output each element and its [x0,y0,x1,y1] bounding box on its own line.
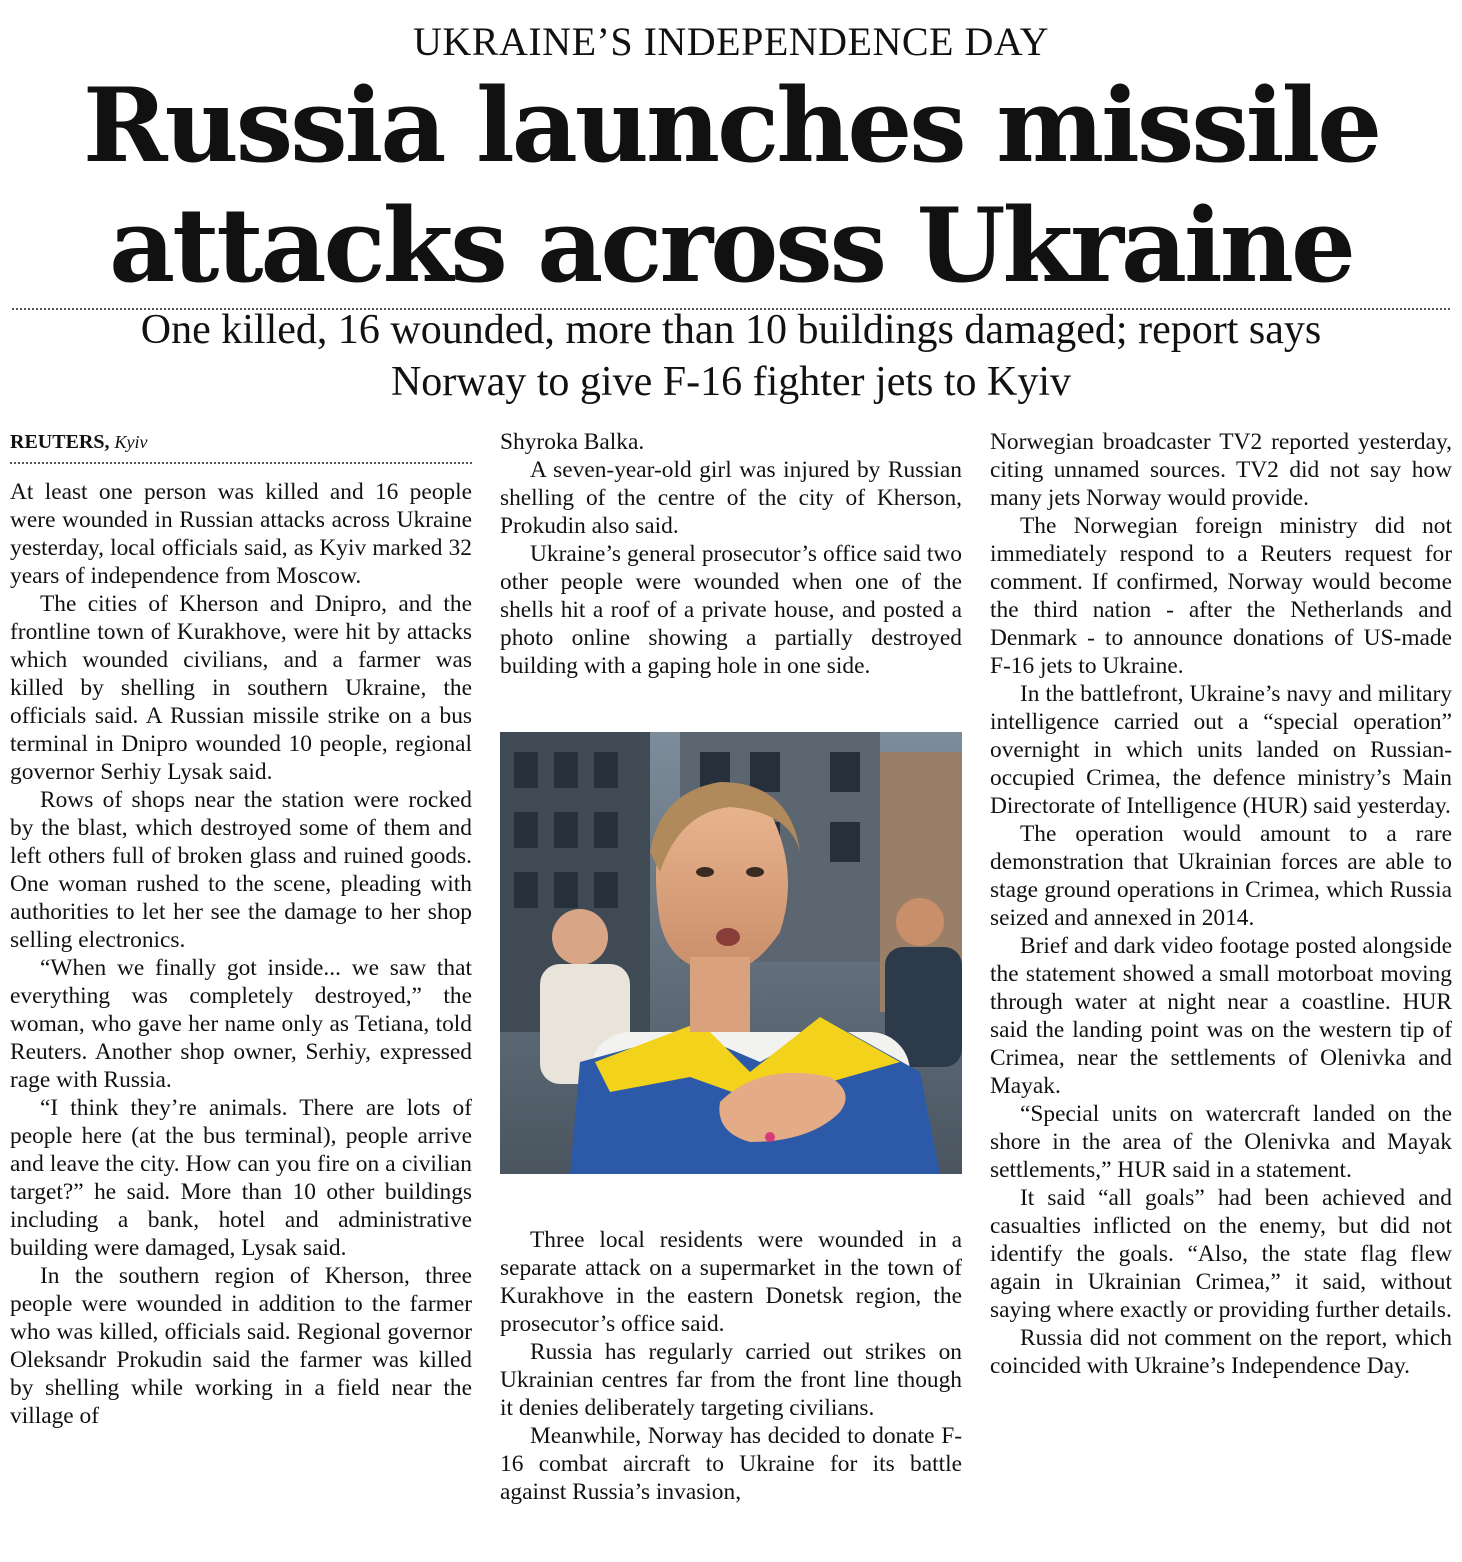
paragraph: “I think they’re animals. There are lots of people here (at the bus terminal), people arrive and leave the city. How can you fire on a civilian target?” he said. More than 10 other buildings including a bank, hotel and administrative building were damaged, Lysak said. [10,1095,472,1261]
paragraph: Ukraine’s general prosecutor’s office said two other people were wounded when one of the shells hit a roof of a private house, and posted a photo online showing a partially destroyed building with a gaping hole in one side. [500,541,962,679]
subhead-line-2: Norway to give F-16 fighter jets to Kyiv [390,359,1072,405]
headline-line-2: attacks across Ukraine [109,186,1353,306]
paragraph: Shyroka Balka. [500,429,645,455]
paragraph: Three local residents were wounded in a separate attack on a supermarket in the town of Kurakhove in the eastern Donetsk region, the prosecutor’s office said. [500,1227,962,1337]
paragraph: It said “all goals” had been achieved and casualties inflicted on the enemy, but did not identify the goals. “Also, the state flag flew again in Ukrainian Crimea,” it said, without saying where exactly or providing further details. [990,1185,1452,1323]
subhead-line-1: One killed, 16 wounded, more than 10 buildings damaged; report says [140,307,1322,353]
paragraph: Russia did not comment on the report, which coincided with Ukraine’s Independence Day. [990,1325,1452,1379]
headline-line-1: Russia launches missile [82,66,1380,186]
paragraph: Brief and dark video footage posted alongside the statement showed a small motorboat moving through water at night near a coastline. HUR said the landing point was on the western tip of Crimea, near the settlements of Olenivka and Mayak. [990,933,1452,1099]
paragraph: In the southern region of Kherson, three people were wounded in addition to the farmer who was killed, officials said. Regional governor Oleksandr Prokudin said the farmer was killed by shelling while working in a field near the village of [10,1263,472,1429]
article-column-2 [500,428,962,1558]
paragraph: “When we finally got inside... we saw that everything was completely destroyed,” the woman, who gave her name only as Tetiana, told Reuters. Another shop owner, Serhiy, expressed rage with Russia. [10,955,472,1093]
paragraph: The Norwegian foreign ministry did not immediately respond to a Reuters request for comment. If confirmed, Norway would become the third nation - after the Netherlands and Denmark - to announce donations of US-made F-16 jets to Ukraine. [990,513,1452,679]
byline-agency: REUTERS, [10,431,110,453]
paragraph: Rows of shops near the station were rocked by the blast, which destroyed some of them and left others full of broken glass and ruined goods. One woman rushed to the scene, pleading with authorities to let her see the damage to her shop selling electronics. [10,787,472,953]
paragraph: At least one person was killed and 16 people were wounded in Russian attacks across Ukraine yesterday, local officials said, as Kyiv marked 32 years of independence from Moscow. [10,479,472,589]
paragraph: Russia has regularly carried out strikes on Ukrainian centres far from the front line though it denies deliberately targeting civilians. [500,1339,962,1421]
woman-with-flag-photo [500,732,962,1174]
paragraph: A seven-year-old girl was injured by Russian shelling of the centre of the city of Kherson, Prokudin also said. [500,457,962,539]
article-column-1 [10,428,472,1558]
paragraph: Norwegian broadcaster TV2 reported yesterday, citing unnamed sources. TV2 did not say how many jets Norway would provide. [990,429,1452,511]
paragraph: Meanwhile, Norway has decided to donate F-16 combat aircraft to Ukraine for its battle against Russia’s invasion, [500,1423,962,1505]
section-kicker: UKRAINE’S INDEPENDENCE DAY [413,19,1049,64]
paragraph: “Special units on watercraft landed on the shore in the area of the Olenivka and Mayak settlements,” HUR said in a statement. [990,1101,1452,1183]
headline [0,66,1462,306]
paragraph: In the battlefront, Ukraine’s navy and military intelligence carried out a “special operation” overnight in which units landed on Russian-occupied Crimea, the defence ministry’s Main Directorate of Intelligence (HUR) said yesterday. [990,681,1452,819]
article-column-3 [990,428,1452,1558]
news-photo [500,732,962,1174]
paragraph: The cities of Kherson and Dnipro, and the frontline town of Kurakhove, were hit by attacks which wounded civilians, and a farmer was killed by shelling in southern Ukraine, the officials said. A Russian missile strike on a bus terminal in Dnipro wounded 10 people, regional governor Serhiy Lysak said. [10,591,472,785]
paragraph: The operation would amount to a rare demonstration that Ukrainian forces are able to stage ground operations in Crimea, which Russia seized and annexed in 2014. [990,821,1452,931]
subheadline [0,304,1462,408]
byline-place: Kyiv [114,432,148,452]
byline [10,428,472,464]
